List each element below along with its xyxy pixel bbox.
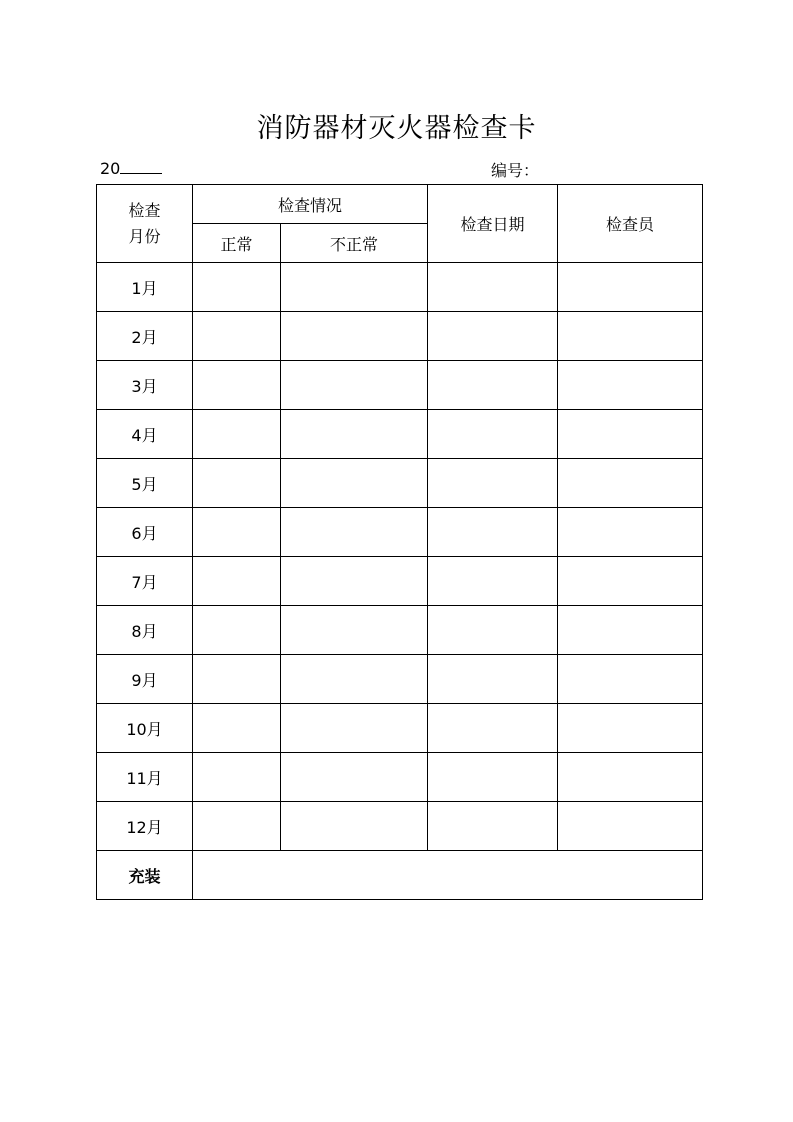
inspector-cell[interactable]	[558, 459, 703, 508]
header-normal: 正常	[193, 224, 281, 263]
refill-cell[interactable]	[193, 851, 703, 900]
header-abnormal: 不正常	[281, 224, 428, 263]
date-cell[interactable]	[428, 410, 558, 459]
header-month-line1: 检查	[128, 200, 161, 220]
normal-cell[interactable]	[193, 312, 281, 361]
normal-cell[interactable]	[193, 557, 281, 606]
table-row	[97, 508, 703, 557]
normal-cell[interactable]	[193, 655, 281, 704]
abnormal-cell[interactable]	[281, 263, 428, 312]
inspector-cell[interactable]	[558, 655, 703, 704]
month-cell: 6月	[97, 508, 193, 557]
date-cell[interactable]	[428, 655, 558, 704]
table-row	[97, 655, 703, 704]
abnormal-cell[interactable]	[281, 410, 428, 459]
table-row	[97, 459, 703, 508]
date-cell[interactable]	[428, 753, 558, 802]
inspection-table	[96, 184, 703, 900]
table-row	[97, 263, 703, 312]
month-cell: 7月	[97, 557, 193, 606]
date-cell[interactable]	[428, 361, 558, 410]
header-month-line2: 月份	[128, 226, 161, 246]
month-cell: 11月	[97, 753, 193, 802]
table-row	[97, 361, 703, 410]
date-cell[interactable]	[428, 704, 558, 753]
abnormal-cell[interactable]	[281, 753, 428, 802]
table-row	[97, 312, 703, 361]
month-cell: 3月	[97, 361, 193, 410]
month-cell: 9月	[97, 655, 193, 704]
date-cell[interactable]	[428, 459, 558, 508]
inspector-cell[interactable]	[558, 361, 703, 410]
abnormal-cell[interactable]	[281, 802, 428, 851]
normal-cell[interactable]	[193, 802, 281, 851]
normal-cell[interactable]	[193, 263, 281, 312]
month-cell: 2月	[97, 312, 193, 361]
inspector-cell[interactable]	[558, 802, 703, 851]
abnormal-cell[interactable]	[281, 508, 428, 557]
inspector-cell[interactable]	[558, 606, 703, 655]
inspector-cell[interactable]	[558, 704, 703, 753]
date-cell[interactable]	[428, 802, 558, 851]
refill-label: 充装	[97, 851, 193, 900]
month-cell: 10月	[97, 704, 193, 753]
header-row	[97, 185, 703, 224]
year-field	[100, 158, 162, 178]
inspector-cell[interactable]	[558, 312, 703, 361]
inspector-cell[interactable]	[558, 753, 703, 802]
date-cell[interactable]	[428, 508, 558, 557]
table-row	[97, 606, 703, 655]
table-row	[97, 557, 703, 606]
header-status-group: 检查情况	[193, 185, 428, 224]
year-blank-line[interactable]	[120, 158, 162, 174]
date-cell[interactable]	[428, 312, 558, 361]
date-cell[interactable]	[428, 606, 558, 655]
serial-number-label: 编号：	[491, 161, 540, 180]
normal-cell[interactable]	[193, 704, 281, 753]
normal-cell[interactable]	[193, 361, 281, 410]
table-row	[97, 802, 703, 851]
month-cell: 12月	[97, 802, 193, 851]
inspector-cell[interactable]	[558, 263, 703, 312]
table-row	[97, 410, 703, 459]
year-prefix: 20	[100, 159, 121, 178]
abnormal-cell[interactable]	[281, 312, 428, 361]
normal-cell[interactable]	[193, 753, 281, 802]
normal-cell[interactable]	[193, 606, 281, 655]
abnormal-cell[interactable]	[281, 655, 428, 704]
date-cell[interactable]	[428, 263, 558, 312]
month-cell: 5月	[97, 459, 193, 508]
normal-cell[interactable]	[193, 410, 281, 459]
month-cell: 1月	[97, 263, 193, 312]
table-row	[97, 704, 703, 753]
abnormal-cell[interactable]	[281, 557, 428, 606]
abnormal-cell[interactable]	[281, 606, 428, 655]
month-cell: 8月	[97, 606, 193, 655]
normal-cell[interactable]	[193, 508, 281, 557]
refill-row	[97, 851, 703, 900]
document-title: 消防器材灭火器检查卡	[256, 113, 537, 144]
abnormal-cell[interactable]	[281, 459, 428, 508]
date-cell[interactable]	[428, 557, 558, 606]
abnormal-cell[interactable]	[281, 704, 428, 753]
table-row	[97, 753, 703, 802]
inspector-cell[interactable]	[558, 410, 703, 459]
normal-cell[interactable]	[193, 459, 281, 508]
inspector-cell[interactable]	[558, 508, 703, 557]
header-inspector: 检查员	[558, 185, 703, 263]
header-check-date: 检查日期	[428, 185, 558, 263]
abnormal-cell[interactable]	[281, 361, 428, 410]
inspector-cell[interactable]	[558, 557, 703, 606]
month-cell: 4月	[97, 410, 193, 459]
header-month	[97, 185, 193, 263]
